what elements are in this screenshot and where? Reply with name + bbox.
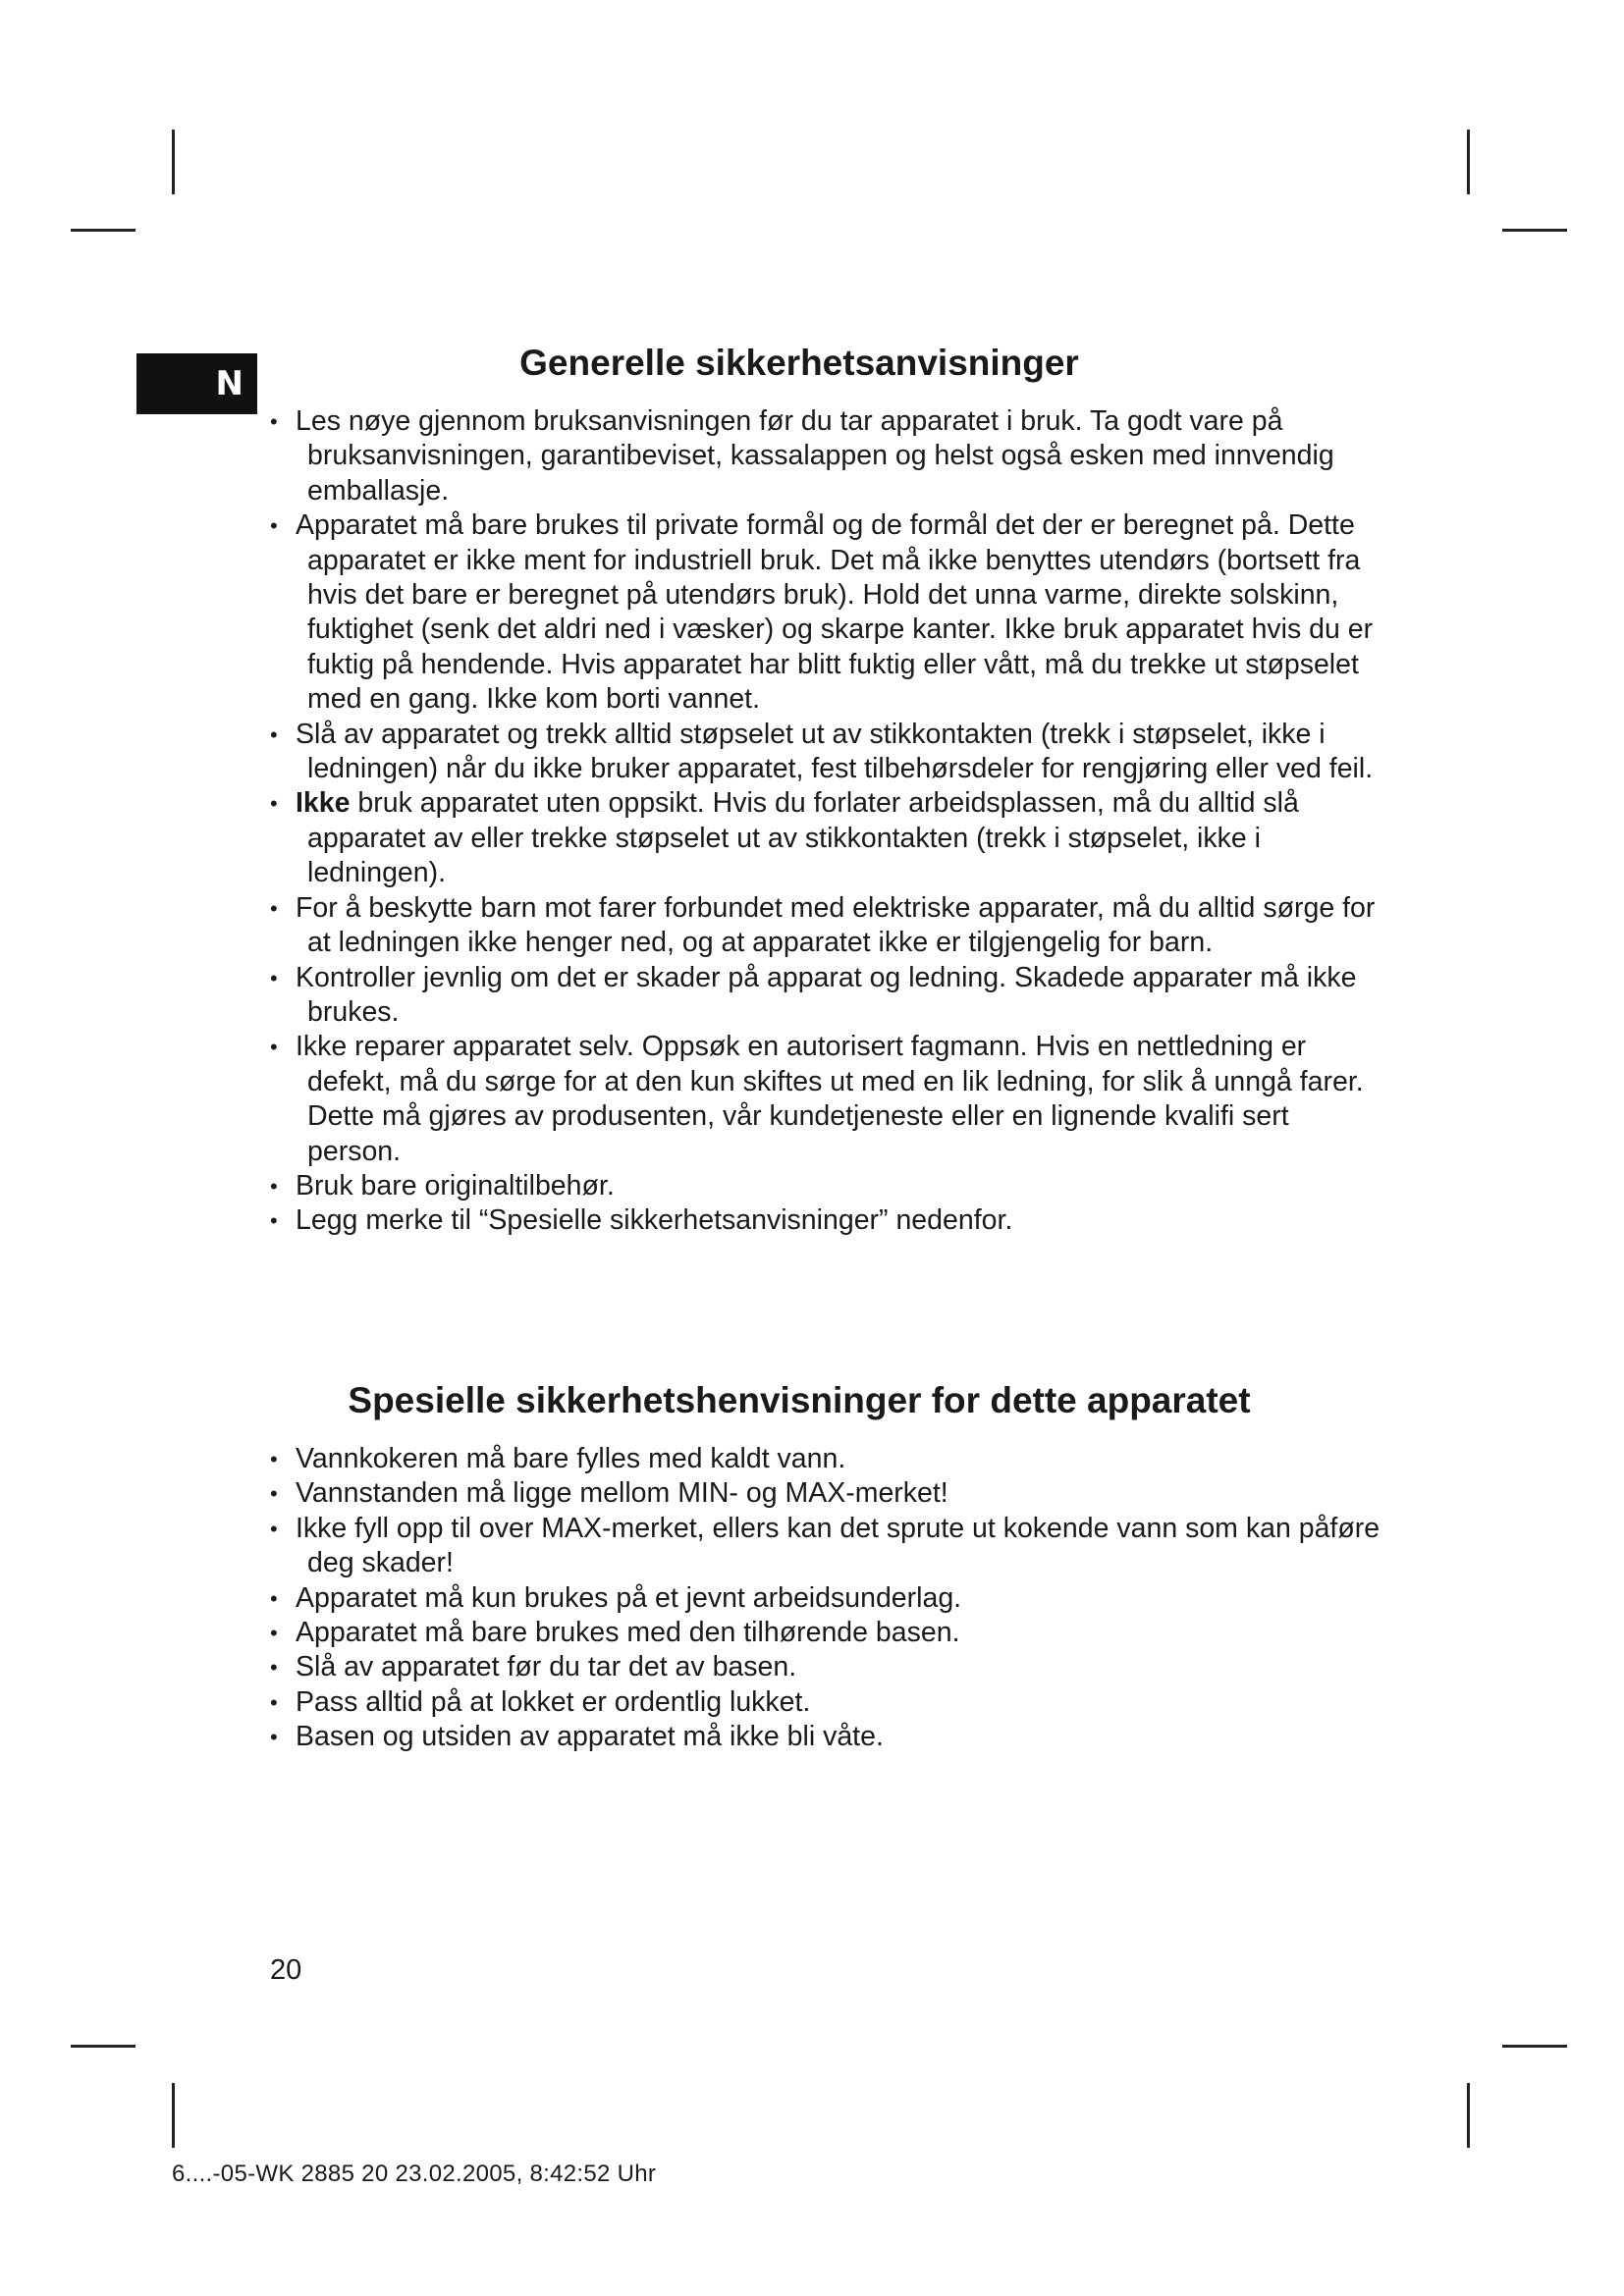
list-item: • Vannstanden må ligge mellom MIN- og MAX-merket!	[270, 1476, 1389, 1511]
crop-mark-top-left-vertical	[172, 130, 175, 194]
list-item: • Pass alltid på at lokket er ordentlig lukket.	[270, 1685, 1389, 1720]
special-safety-list	[270, 1442, 1389, 1755]
list-item: • Ikke bruk apparatet uten oppsikt. Hvis du forlater arbeidsplassen, må du alltid slå apparatet av eller trekke støpselet ut av stikkontakten (trekk i støpselet, ikke i ledningen).	[270, 786, 1389, 890]
crop-mark-bottom-right-horizontal	[1502, 2045, 1567, 2048]
list-item: • Apparatet må bare brukes til private formål og de formål det der er beregnet på. Dette apparatet er ikke ment for industriell bruk. Det må ikke benyttes utendørs (bortsett fra hvis det bare er beregnet på utendørs bruk). Hold det unna varme, direkte solskinn, fuktighet (senk det aldri ned i væsker) og skarpe kanter. Ikke bruk apparatet hvis du er fuktig på hendende. Hvis apparatet har blitt fuktig eller vått, må du trekke ut støpselet med en gang. Ikke kom borti vannet.	[270, 508, 1389, 717]
language-tab-label: N	[215, 364, 244, 403]
language-tab	[136, 353, 257, 414]
crop-mark-top-right-horizontal	[1502, 229, 1567, 232]
general-safety-list	[270, 404, 1389, 1239]
list-item: • Slå av apparatet og trekk alltid støpselet ut av stikkontakten (trekk i støpselet, ikke i ledningen) når du ikke bruker apparatet, fest tilbehørsdeler for rengjøring eller ved feil.	[270, 718, 1389, 787]
crop-mark-top-right-vertical	[1467, 130, 1470, 194]
print-slug: 6....-05-WK 2885 20 23.02.2005, 8:42:52 Uhr	[172, 2161, 657, 2187]
crop-mark-bottom-right-vertical	[1467, 2083, 1470, 2148]
list-item: • Ikke fyll opp til over MAX-merket, ellers kan det sprute ut kokende vann som kan påføre deg skader!	[270, 1512, 1389, 1581]
list-item: • Bruk bare originaltilbehør.	[270, 1169, 1389, 1203]
list-item: • Les nøye gjennom bruksanvisningen før du tar apparatet i bruk. Ta godt vare på bruksanvisningen, garantibeviset, kassalappen og helst også esken med innvendig emballasje.	[270, 404, 1389, 508]
crop-mark-top-left-horizontal	[71, 229, 135, 232]
list-item: • Vannkokeren må bare fylles med kaldt vann.	[270, 1442, 1389, 1476]
list-item: • Apparatet må kun brukes på et jevnt arbeidsunderlag.	[270, 1581, 1389, 1616]
crop-mark-bottom-left-vertical	[172, 2083, 175, 2148]
list-item: • Kontroller jevnlig om det er skader på apparat og ledning. Skadede apparater må ikke brukes.	[270, 961, 1389, 1031]
general-safety-heading: Generelle sikkerhetsanvisninger	[519, 343, 1079, 383]
special-safety-heading: Spesielle sikkerhetshenvisninger for dette apparatet	[348, 1380, 1251, 1420]
list-item: • Basen og utsiden av apparatet må ikke bli våte.	[270, 1720, 1389, 1754]
crop-mark-bottom-left-horizontal	[71, 2045, 135, 2048]
list-item: • Legg merke til “Spesielle sikkerhetsanvisninger” nedenfor.	[270, 1203, 1389, 1238]
list-item: • Apparatet må bare brukes med den tilhørende basen.	[270, 1616, 1389, 1650]
page-number: 20	[270, 1954, 302, 1986]
list-item: • For å beskytte barn mot farer forbundet med elektriske apparater, må du alltid sørge for at ledningen ikke henger ned, og at apparatet ikke er tilgjengelig for barn.	[270, 891, 1389, 961]
list-item: • Slå av apparatet før du tar det av basen.	[270, 1650, 1389, 1684]
list-item: • Ikke reparer apparatet selv. Oppsøk en autorisert fagmann. Hvis en nettledning er defekt, må du sørge for at den kun skiftes ut med en lik ledning, for slik å unngå farer. Dette må gjøres av produsenten, vår kundetjeneste eller en lignende kvalifi sert person.	[270, 1030, 1389, 1169]
